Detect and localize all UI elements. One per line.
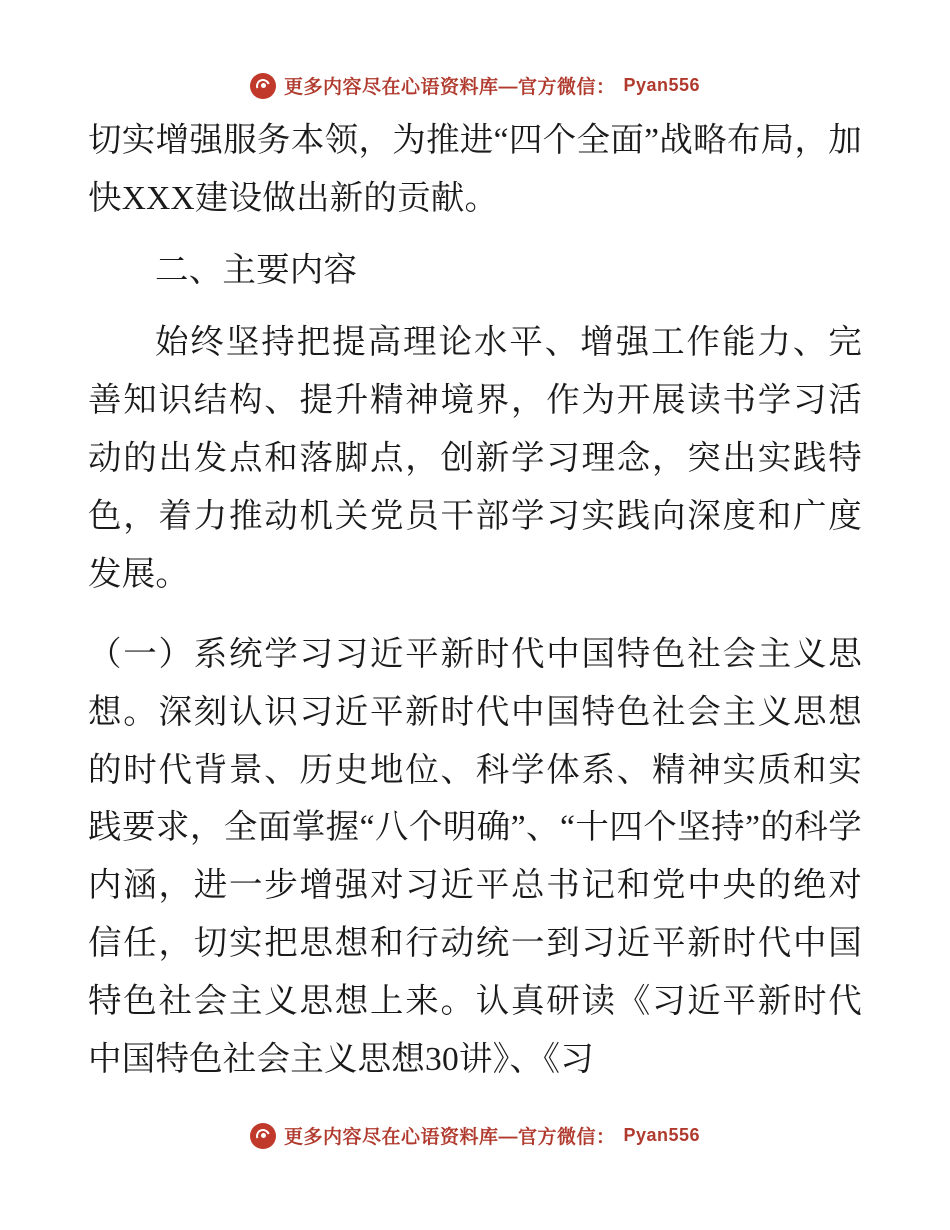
paragraph-item-one: （一）系统学习习近平新时代中国特色社会主义思想。深刻认识习近平新时代中国特色社会主义思想的时代背景、历史地位、科学体系、精神实质和实践要求，全面掌握“八个明确”、“十四个坚持”的科学内涵，进一步增强对习近平总书记和党中央的绝对信任，切实把思想和行动统一到习近平新时代中国特色社会主义思想上来。认真研读《习近平新时代中国特色社会主义思想30讲》、《习 bbox=[88, 635, 862, 1079]
watermark-logo-icon bbox=[250, 73, 276, 99]
watermark-handle: Pyan556 bbox=[623, 1125, 701, 1145]
paragraph-continuation: 切实增强服务本领，为推进“四个全面”战略布局，加快XXX建设做出新的贡献。 bbox=[88, 122, 862, 217]
watermark-text: 更多内容尽在心语资料库—官方微信： bbox=[283, 77, 616, 98]
document-body bbox=[88, 112, 862, 1095]
watermark-handle: Pyan556 bbox=[623, 75, 701, 95]
watermark-bottom bbox=[0, 1122, 950, 1149]
paragraph-main-content: 始终坚持把提高理论水平、增强工作能力、完善知识结构、提升精神境界，作为开展读书学习活动的出发点和落脚点，创新学习理念，突出实践特色，着力推动机关党员干部学习实践向深度和广度发展。 bbox=[88, 323, 862, 593]
section-heading-two: 二、主要内容 bbox=[155, 251, 358, 289]
watermark-text: 更多内容尽在心语资料库—官方微信： bbox=[283, 1127, 616, 1148]
watermark-logo-icon bbox=[250, 1123, 276, 1149]
watermark-top bbox=[0, 72, 950, 99]
